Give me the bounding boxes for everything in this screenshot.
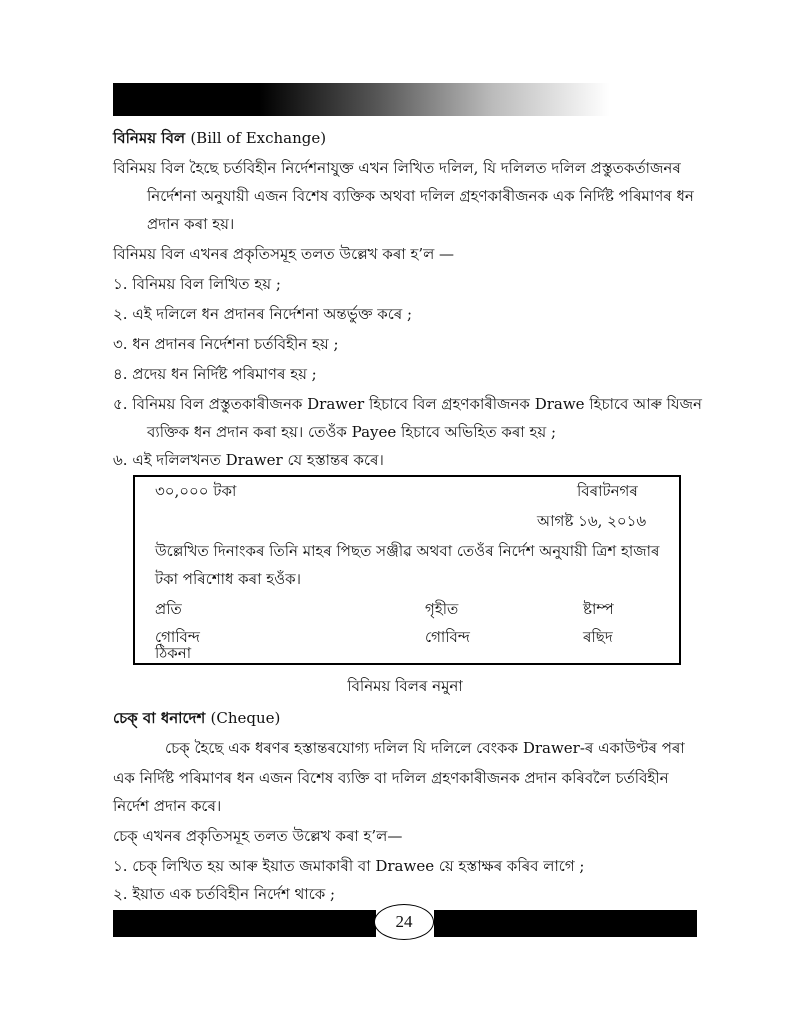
- bill-accepted-label: গৃহীত: [425, 600, 459, 618]
- cheque-feature-1: ১. চেক্ লিখিত হয় আৰু ইয়াত জমাকাৰী বা Drawee য়ে হস্তাক্ষৰ কৰিব লাগে ;: [113, 857, 585, 875]
- cheque-intro: চেক্ এখনৰ প্ৰকৃতিসমূহ তলত উল্লেখ কৰা হ’ল—: [113, 827, 403, 845]
- feature-5: ৫. বিনিময় বিল প্ৰস্তুতকাৰীজনক Drawer হিচাবে বিল গ্ৰহণকাৰীজনক Drawe হিচাবে আৰু যিজন: [113, 395, 702, 413]
- bill-body-line-2: টকা পৰিশোধ কৰা হওঁক।: [155, 570, 301, 588]
- sample-bill-caption: বিনিময় বিলৰ নমুনা: [347, 677, 463, 695]
- para1-line-1: বিনিময় বিল হৈছে চৰ্তবিহীন নিৰ্দেশনাযুক্ত এখন লিখিত দলিল, যি দলিলত দলিল প্ৰস্তুতকৰ্তাজনৰ: [113, 159, 681, 177]
- para1-line-2: নিৰ্দেশনা অনুযায়ী এজন বিশেষ ব্যক্তিক অথবা দলিল গ্ৰহণকাৰীজনক এক নিৰ্দিষ্ট পৰিমাণৰ ধন: [147, 187, 694, 205]
- footer-bar-left: [113, 910, 376, 937]
- cheque-feature-2: ২. ইয়াত এক চৰ্তবিহীন নিৰ্দেশ থাকে ;: [113, 885, 336, 903]
- page-number: [374, 904, 434, 940]
- header-gradient-bar: [113, 83, 697, 116]
- footer-bar-right: [434, 910, 697, 937]
- heading-bill-of-exchange: বিনিময় বিল (Bill of Exchange): [113, 129, 327, 147]
- sample-bill-box: [133, 475, 681, 665]
- feature-4: ৪. প্ৰদেয় ধন নিৰ্দিষ্ট পৰিমাণৰ হয় ;: [113, 365, 317, 383]
- bill-to-label: প্ৰতি: [155, 600, 182, 618]
- feature-3: ৩. ধন প্ৰদানৰ নিৰ্দেশনা চৰ্তবিহীন হয় ;: [113, 335, 339, 353]
- features-intro: বিনিময় বিল এখনৰ প্ৰকৃতিসমূহ তলত উল্লেখ কৰা হ’ল —: [113, 245, 455, 263]
- feature-1: ১. বিনিময় বিল লিখিত হয় ;: [113, 275, 281, 293]
- para1-line-3: প্ৰদান কৰা হয়।: [147, 215, 235, 233]
- bill-to-name: গোবিন্দ: [155, 628, 200, 646]
- bill-place: বিৰাটনগৰ: [577, 482, 638, 500]
- para2-line-3: নিৰ্দেশ প্ৰদান কৰে।: [113, 797, 222, 815]
- feature-2: ২. এই দলিলে ধন প্ৰদানৰ নিৰ্দেশনা অন্তৰ্ভুক্ত কৰে ;: [113, 305, 413, 323]
- page-number-text: 24: [395, 912, 413, 931]
- para2-line-1: চেক্ হৈছে এক ধৰণৰ হস্তান্তৰযোগ্য দলিল যি দলিলে বেংকক Drawer-ৰ একাউণ্টৰ পৰা: [165, 739, 685, 757]
- feature-6: ৬. এই দলিলখনত Drawer যে হস্তান্তৰ কৰে।: [113, 451, 384, 469]
- feature-5-cont: ব্যক্তিক ধন প্ৰদান কৰা হয়। তেওঁক Payee হিচাবে অভিহিত কৰা হয় ;: [147, 423, 557, 441]
- bill-receipt-label: ৰছিদ: [583, 628, 613, 646]
- bill-address-label: ঠিকনা: [155, 644, 192, 662]
- bill-date: আগষ্ট ১৬, ২০১৬: [537, 512, 647, 530]
- bill-amount: ৩০,০০০ টকা: [155, 482, 237, 500]
- heading-cheque: চেক্ বা ধনাদেশ (Cheque): [113, 709, 281, 727]
- bill-stamp-label: ষ্টাম্প: [583, 600, 614, 618]
- bill-accepted-name: গোবিন্দ: [425, 628, 470, 646]
- para2-line-2: এক নিৰ্দিষ্ট পৰিমাণৰ ধন এজন বিশেষ ব্যক্তি বা দলিল গ্ৰহণকাৰীজনক প্ৰদান কৰিবলৈ চৰ্তবিহীন: [113, 769, 669, 787]
- bill-body-line-1: উল্লেখিত দিনাংকৰ তিনি মাহৰ পিছত সঞ্জীৱ অথবা তেওঁৰ নিৰ্দেশ অনুযায়ী ত্ৰিশ হাজাৰ: [155, 542, 660, 560]
